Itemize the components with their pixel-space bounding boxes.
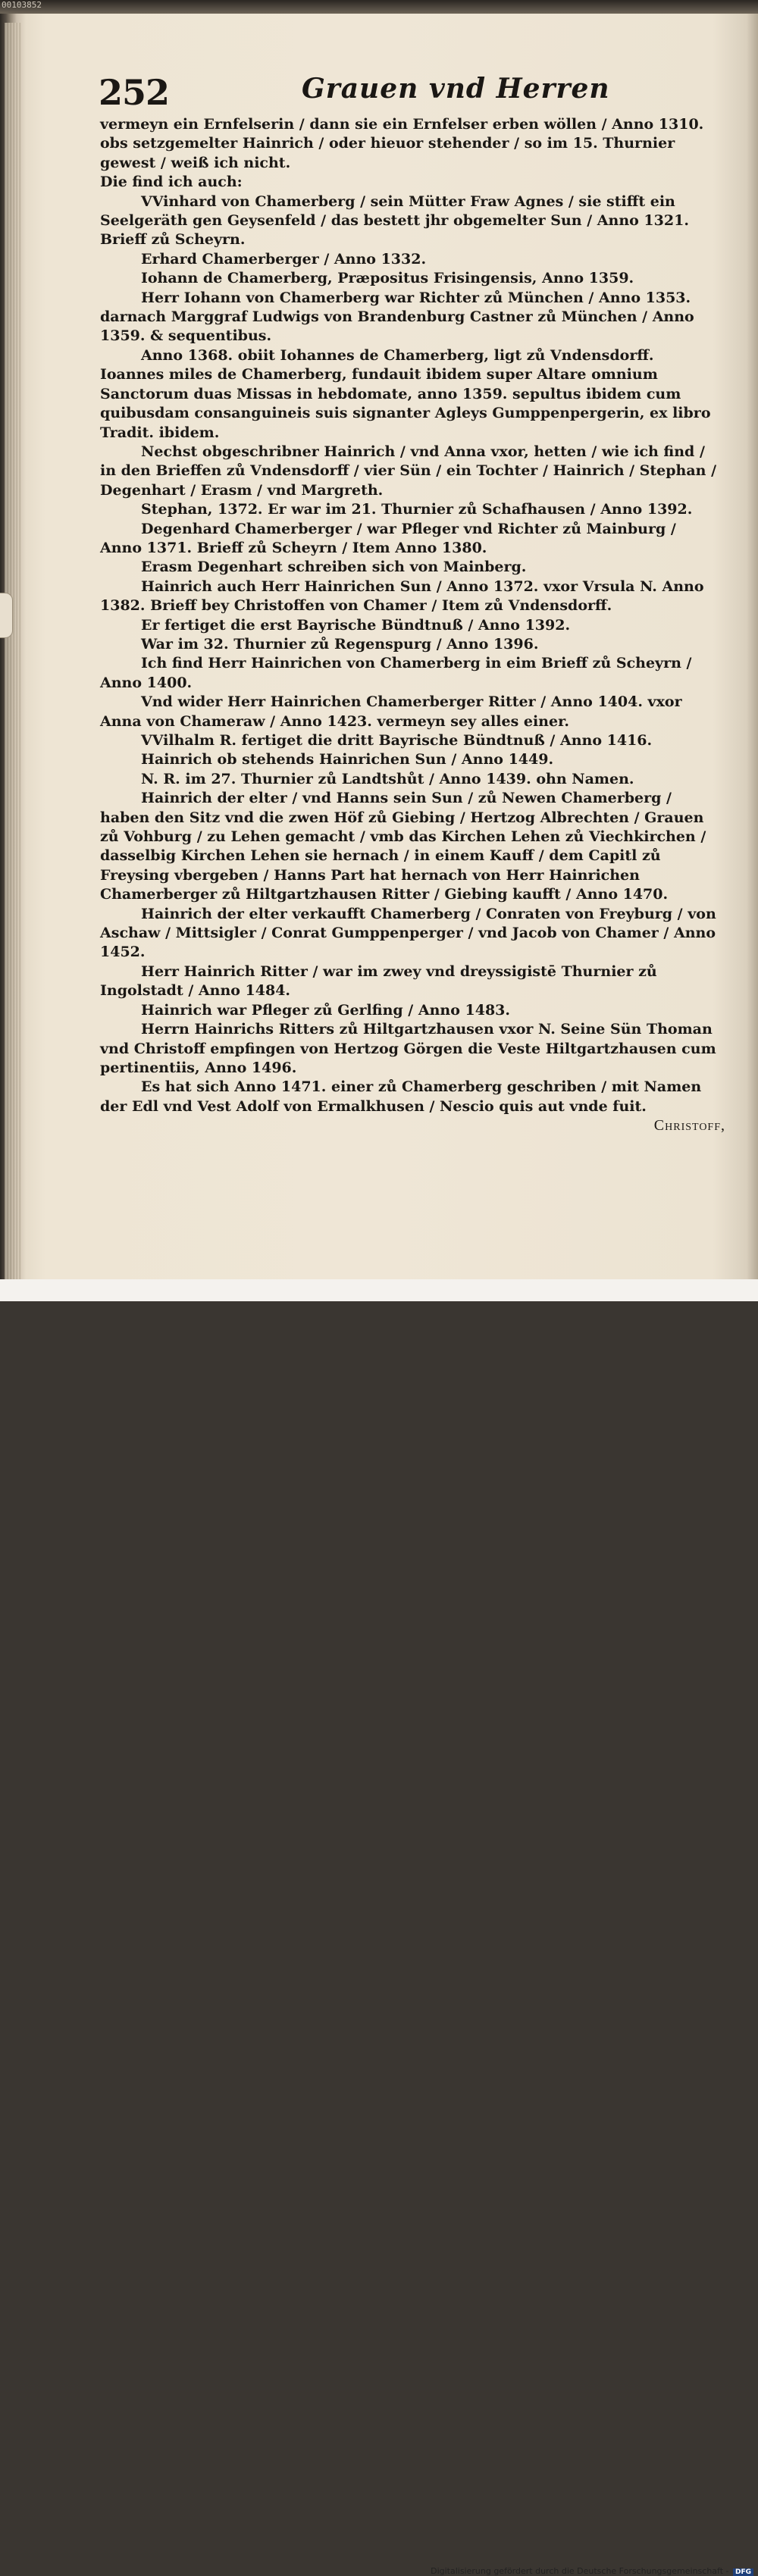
- text-paragraph: Herr Iohann von Chamerberg war Richter zů München / Anno 1353. darnach Marggraf Ludwigs von Brandenburg Castner zů München / Anno 1359. & sequentibus.: [100, 289, 694, 345]
- book-clasp: [0, 593, 13, 638]
- digitization-credit: [431, 2566, 753, 2576]
- credit-text: Digitalisierung gefördert durch die Deutsche Forschungsgemeinschaft -: [431, 2566, 729, 2576]
- text-paragraph: Erasm Degenhart schreiben sich von Mainberg.: [141, 559, 527, 576]
- top-edge: [0, 0, 758, 14]
- scan-id: 00103852: [2, 0, 42, 10]
- page-number: 252: [99, 72, 170, 113]
- text-paragraph: Hainrich der elter verkaufft Chamerberg / Conraten von Freyburg / von Aschaw / Mittsigler / Conrat Gumppenperger / vnd Jacob von Chamer / Anno 1452.: [100, 905, 716, 961]
- footer-bar: [0, 1279, 758, 2576]
- text-paragraph: Anno 1368. obiit Iohannes de Chamerberg, ligt zů Vndensdorff. Ioannes miles de Chamerberg, fundauit ibidem super Altare omnium Sanctorum duas Missas in hebdomate, anno 1359. sepultus ibidem cum quibusdam consanguineis suis signanter Agleys Gumppenpergerin, ex libro Tradit. ibidem.: [100, 346, 711, 441]
- book-page-edges: [5, 23, 21, 1281]
- dfg-logo: DFG: [733, 2568, 753, 2576]
- text-paragraph: Erhard Chamerberger / Anno 1332.: [141, 250, 427, 268]
- text-paragraph: Nechst obgeschribner Hainrich / vnd Anna vxor, hetten / wie ich find / in den Brieffen zů Vndensdorff / vier Sün / ein Tochter / Hainrich / Stephan / Degenhart / Erasm / vnd Margreth.: [100, 443, 717, 499]
- catchword: Christoff,: [653, 1117, 725, 1134]
- text-paragraph: Er fertiget die erst Bayrische Bündtnuß / Anno 1392.: [141, 616, 571, 634]
- text-paragraph: Es hat sich Anno 1471. einer zů Chamerberg geschriben / mit Namen der Edl vnd Vest Adolf von Ermalkhusen / Nescio quis aut vnde fuit.: [100, 1078, 702, 1115]
- text-paragraph: Hainrich der elter / vnd Hanns sein Sun / zů Newen Chamerberg / haben den Sitz vnd die zwen Höf zů Giebing / Hertzog Albrechten / Grauen zů Vohburg / zu Lehen gemacht / vmb das Kirchen Lehen zů Viechkirchen / dasselbig Kirchen Lehen sie hernach / in einem Kauff / dem Capitl zů Freysing vbergeben / Hanns Part hat hernach von Herr Hainrichen Chamerberger zů Hiltgartzhausen Ritter / Giebing kaufft / Anno 1470.: [100, 790, 706, 903]
- text-paragraph: Hainrich auch Herr Hainrichen Sun / Anno 1372. vxor Vrsula N. Anno 1382. Brieff bey Christoffen von Chamer / Item zů Vndensdorff.: [100, 577, 704, 615]
- text-paragraph: Vnd wider Herr Hainrichen Chamerberger Ritter / Anno 1404. vxor Anna von Chameraw / Anno 1423. vermeyn sey alles einer.: [100, 693, 682, 730]
- text-paragraph: Hainrich ob stehends Hainrichen Sun / Anno 1449.: [141, 751, 554, 768]
- text-paragraph: Herrn Hainrichs Ritters zů Hiltgartzhausen vxor N. Seine Sün Thoman vnd Christoff empfingen von Hertzog Görgen die Veste Hiltgartzhausen cum pertinentiis, Anno 1496.: [100, 1021, 716, 1076]
- text-paragraph: Herr Hainrich Ritter / war im zwey vnd dreyssigistē Thurnier zů Ingolstadt / Anno 1484.: [100, 962, 657, 1000]
- text-paragraph: War im 32. Thurnier zů Regenspurg / Anno 1396.: [141, 635, 539, 653]
- text-paragraph: Iohann de Chamerberg, Præpositus Frisingensis, Anno 1359.: [141, 270, 634, 287]
- text-paragraph: N. R. im 27. Thurnier zů Landtshůt / Anno 1439. ohn Namen.: [141, 770, 634, 787]
- text-paragraph: Stephan, 1372. Er war im 21. Thurnier zů Schafhausen / Anno 1392.: [141, 501, 693, 518]
- text-paragraph: Die find ich auch:: [100, 174, 243, 191]
- text-paragraph: vermeyn ein Ernfelserin / dann sie ein Ernfelser erben wöllen / Anno 1310. obs setzgemelter Hainrich / oder hieuor stehender / so im 15. Thurnier gewest / weiß ich nicht.: [100, 116, 704, 171]
- text-paragraph: VVilhalm R. fertiget die dritt Bayrische Bündtnuß / Anno 1416.: [141, 732, 653, 749]
- text-paragraph: Ich find Herr Hainrichen von Chamerberg in eim Brieff zů Scheyrn / Anno 1400.: [100, 655, 692, 691]
- running-head: Grauen vnd Herren: [302, 73, 610, 105]
- text-paragraph: Hainrich war Pfleger zů Gerlfing / Anno 1483.: [141, 1001, 510, 1019]
- text-paragraph: VVinhard von Chamerberg / sein Mütter Fraw Agnes / sie stifft ein Seelgeräth gen Geysenfeld / das bestett jhr obgemelter Sun / Anno 1321. Brieff zů Scheyrn.: [100, 192, 689, 249]
- text-paragraph: Degenhard Chamerberger / war Pfleger vnd Richter zů Mainburg / Anno 1371. Brieff zů Scheyrn / Item Anno 1380.: [100, 520, 676, 556]
- body-text: [100, 115, 722, 1116]
